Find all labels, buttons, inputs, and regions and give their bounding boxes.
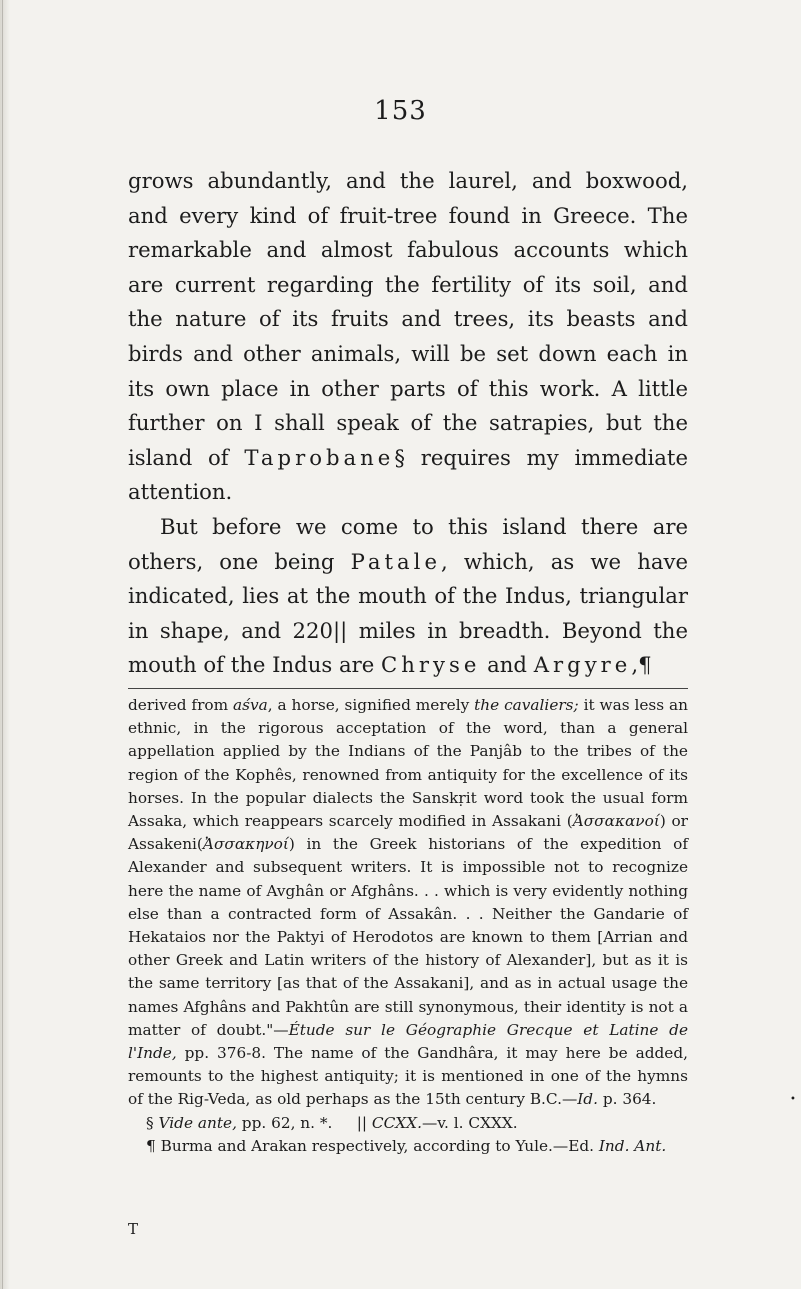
footnote-italic-title: Étude sur le Géographie Grecque et Latine de l'Inde, bbox=[128, 1020, 689, 1063]
signature-mark: T bbox=[128, 1220, 139, 1238]
place-name-chryse: Chryse bbox=[381, 652, 481, 678]
footnote-italic: the cavaliers; bbox=[474, 696, 579, 714]
place-name-argyre: Argyre bbox=[533, 652, 632, 678]
stray-dot: • bbox=[790, 1094, 796, 1105]
footnote-greek: Ἀσσακανοί bbox=[572, 812, 660, 831]
footnote-text: —v. l. CXXX. bbox=[421, 1113, 518, 1132]
footnote-text: it was less an ethnic, in the rigorous acceptation of the word, than a general appellation applied by the Indians of the Panjâb to the tribes of the region of the Kophês, renowned from antiquity for the excellence of its horses. In the popular dialects the Sanskṛit word took the usual form Assaka, which reappears scarcely modified in Assakani ( bbox=[128, 696, 689, 831]
footnote-italic: aśva bbox=[233, 696, 268, 714]
footnote-text: pp. 62, n. *. bbox=[236, 1113, 333, 1132]
footnote-text: , a horse, signified merely bbox=[267, 696, 475, 714]
page-number: 153 bbox=[374, 96, 427, 126]
paragraph-text: grows abundantly, and the laurel, and boxwood, and every kind of fruit-tree found in Greece. The remarkable and almost fabulous accounts which are current regarding the fertility of its soil, and the nature of its fruits and trees, its beasts and birds and other animals, will be set down each in its own place in other parts of this work. A little further on I shall speak of the satrapies, but the island of bbox=[128, 168, 688, 470]
paragraph-text: But before we come to this island there are others, one being bbox=[128, 513, 688, 574]
footnote-italic: Id. bbox=[577, 1090, 598, 1109]
page-edge-shadow bbox=[0, 0, 10, 1289]
footnote-asva bbox=[128, 694, 688, 1112]
footnote-text: ) or Assakeni( bbox=[128, 812, 688, 854]
footnote-vide bbox=[128, 1112, 688, 1135]
paragraph-patale bbox=[128, 510, 688, 683]
footnote-italic: CCXX. bbox=[371, 1113, 422, 1132]
paragraph-text: § requires my immediate attention. bbox=[128, 444, 688, 505]
footnote-burma bbox=[128, 1135, 688, 1158]
paragraph-text: and bbox=[480, 652, 534, 678]
footnote-text: pp. 376-8. The name of the Gandhâra, it may here be added, remounts to the highest antiquity; it is mentioned in one of the hymns of the Rig-Veda, as old perhaps as the 15th century B.C.— bbox=[128, 1044, 688, 1109]
footnote-italic: Ind. Ant. bbox=[598, 1136, 667, 1155]
footnote-text: ¶ Burma and Arakan respectively, according to Yule.—Ed. bbox=[146, 1136, 599, 1155]
footnotes bbox=[128, 694, 688, 1158]
paragraph-taprobane bbox=[128, 164, 688, 510]
paragraph-text: , which, as we have indicated, lies at the mouth of the Indus, triangular in shape, and 220|| miles in breadth. Beyond the mouth of the Indus are bbox=[128, 548, 688, 678]
footnote-mark: || bbox=[332, 1113, 372, 1132]
place-name-patale: Patale bbox=[350, 548, 441, 574]
footnote-divider bbox=[128, 688, 688, 689]
footnote-greek: Ἀσσακηνοί bbox=[202, 835, 289, 854]
place-name-taprobane: Taprobane bbox=[244, 444, 395, 470]
footnote-text: ) in the Greek historians of the expedition of Alexander and subsequent writers. It is impossible not to recognize here the name of Avghân or Afghâns. . . which is very evidently nothing else than a contracted form of Assakân. . . Neither the Gandarie of Hekataios nor the Paktyi of Herodotos are known to them [Arrian and other Greek and Latin writers of the history of Alexander], but as it is the same territory [as that of the Assakani], and as in actual usage the names Afghâns and Pakhtûn are still synonymous, their identity is not a matter of doubt."— bbox=[128, 835, 688, 1039]
footnote-mark: § bbox=[146, 1113, 159, 1132]
footnote-text: derived from bbox=[128, 696, 234, 714]
paragraph-text: ,¶ bbox=[631, 652, 652, 678]
footnote-italic: Vide ante, bbox=[158, 1113, 237, 1132]
main-text bbox=[128, 164, 688, 683]
footnote-text: p. 364. bbox=[597, 1090, 657, 1109]
